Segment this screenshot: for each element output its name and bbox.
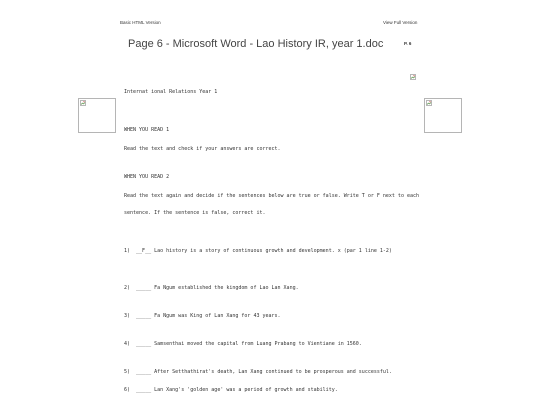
- question-item: 1) __F__ Lao history is a story of continuous growth and development. x (par 1 line 1-2): [124, 248, 392, 254]
- question-item: 4) _____ Samsenthai moved the capital from Luang Prabang to Vientiane in 1560.: [124, 341, 362, 347]
- view-full-version-link[interactable]: View Full Version: [383, 20, 418, 25]
- question-item: 5) _____ After Setthathirat's death, Lan Xang continued to be prosperous and successful.: [124, 369, 392, 375]
- instruction-text: Read the text again and decide if the sentences below are true or false. Write T or F next to each: [124, 193, 420, 199]
- question-item: 2) _____ Fa Ngum established the kingdom of Lao Lan Xang.: [124, 285, 299, 291]
- basic-html-version-link[interactable]: Basic HTML Version: [120, 20, 161, 25]
- page-number: P. 6: [404, 41, 412, 46]
- question-item: 3) _____ Fa Ngum was King of Lan Xang for 43 years.: [124, 313, 281, 319]
- section-heading: WHEN YOU READ 1: [124, 127, 170, 133]
- section-heading: WHEN YOU READ 2: [124, 174, 170, 180]
- broken-image-icon: [80, 100, 86, 106]
- instruction-text: sentence. If the sentence is false, correct it.: [124, 210, 266, 216]
- broken-image-right[interactable]: [424, 98, 462, 133]
- course-line: Internat ional Relations Year 1: [124, 89, 218, 95]
- instruction-text: Read the text and check if your answers are correct.: [124, 146, 281, 152]
- broken-image-icon: [410, 74, 416, 80]
- broken-image-left[interactable]: [78, 98, 116, 133]
- broken-image-top-right: [409, 73, 416, 80]
- broken-image-icon: [426, 100, 432, 106]
- document-title: Page 6 - Microsoft Word - Lao History IR, year 1.doc: [128, 38, 384, 50]
- question-item: 6) _____ Lan Xang's 'golden age' was a period of growth and stability.: [124, 387, 338, 393]
